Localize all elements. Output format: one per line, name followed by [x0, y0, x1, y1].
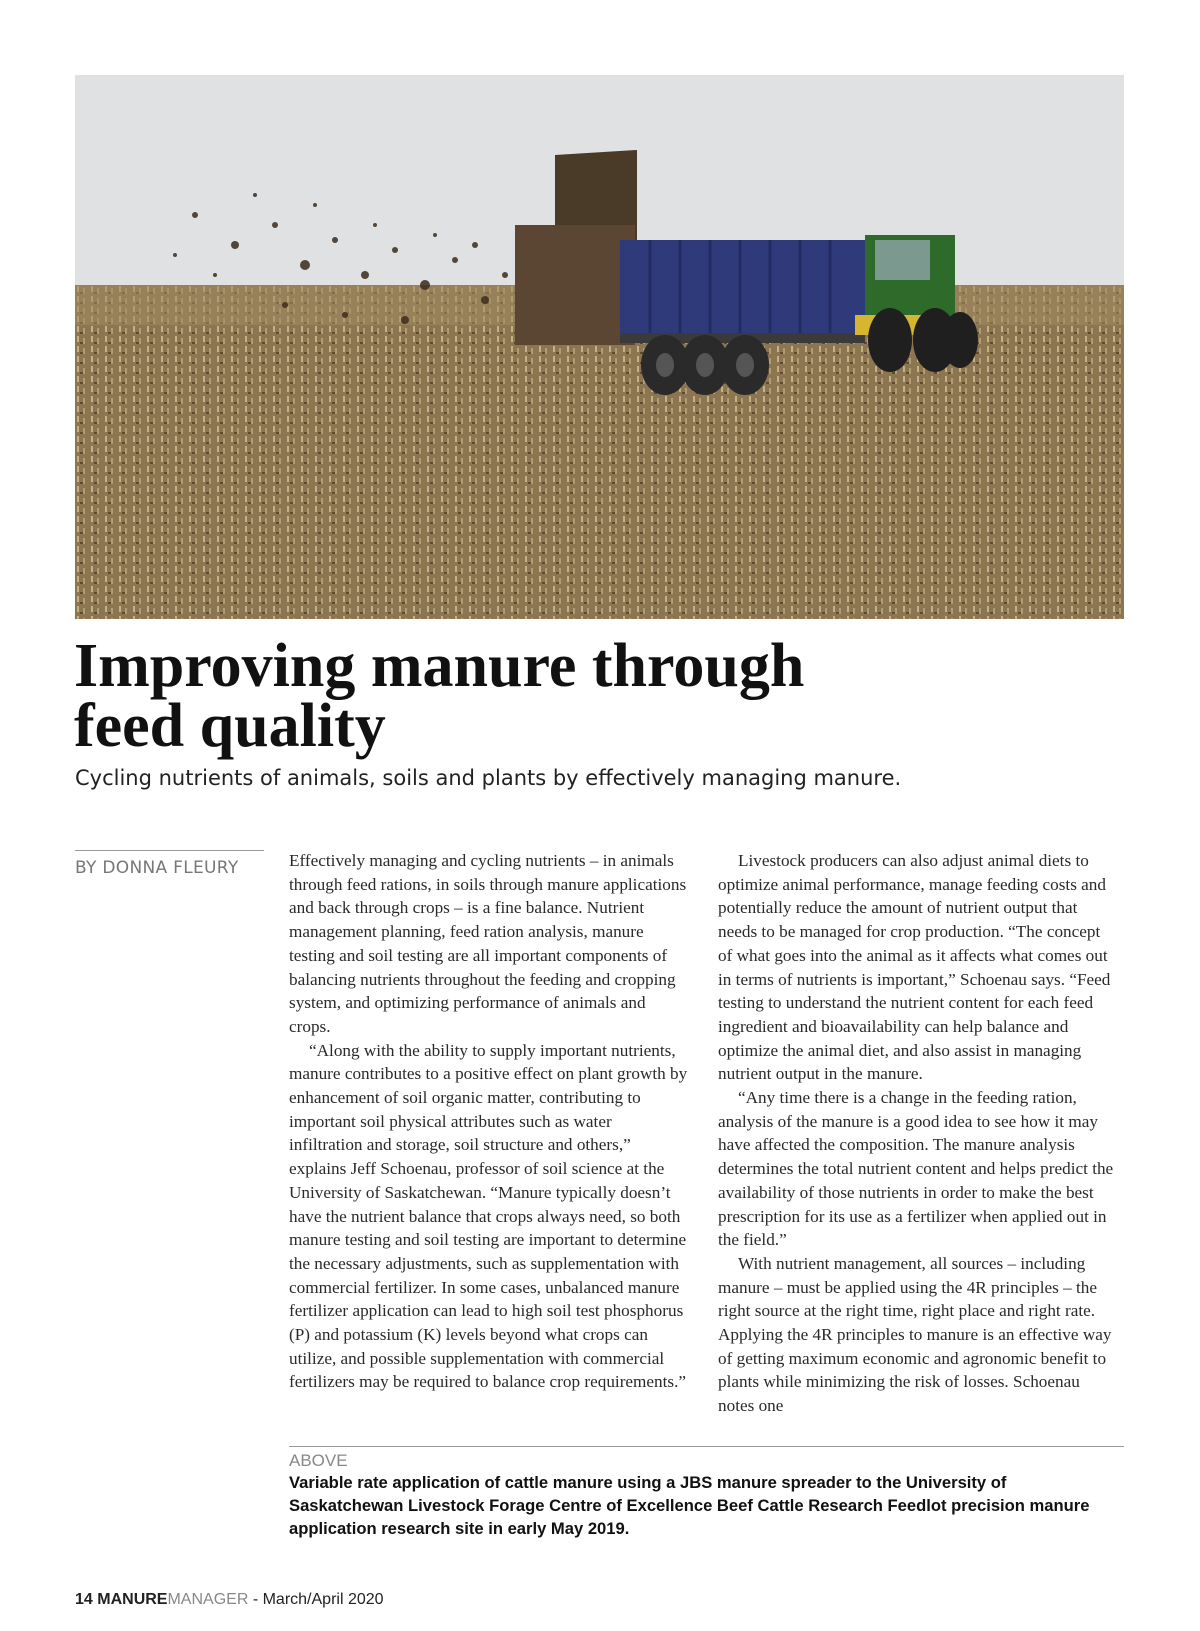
hero-photo	[75, 75, 1124, 619]
article-subtitle: Cycling nutrients of animals, soils and plants by effectively managing manure.	[75, 766, 902, 790]
paragraph: “Along with the ability to supply important nutrients, manure contributes to a positive effect on plant growth by enhancement of soil organic matter, contributing to important soil physical attributes such as water infiltration and storage, soil structure and others,” explains Jeff Schoenau, professor of soil science at the University of Saskatchewan. “Manure typically doesn’t have the nutrient balance that crops always need, so both manure testing and soil testing are important to determine the necessary adjustments, such as supplementation with commercial fertilizer. In some cases, unbalanced manure fertilizer application can lead to high soil test phosphorus (P) and potassium (K) levels beyond what crops can utilize, and possible supplementation with commercial fertilizers may be required to balance crop requirements.”	[289, 1040, 688, 1392]
title-line-1: Improving manure through	[74, 632, 805, 700]
byline: BY DONNA FLEURY	[75, 858, 239, 878]
byline-divider	[75, 850, 264, 851]
brand-name-bold: MANURE	[97, 1591, 168, 1608]
body-column-2	[718, 849, 1118, 1418]
issue-date: - March/April 2020	[252, 1591, 384, 1608]
paragraph: With nutrient management, all sources – including manure – must be applied using the 4R principles – the right source at the right time, right place and right rate. Applying the 4R principles to manure is an effective way of getting maximum economic and agronomic benefit to plants while minimizing the risk of losses. Schoenau notes one	[718, 1253, 1112, 1416]
paragraph: Livestock producers can also adjust animal diets to optimize animal performance, manage feeding costs and potentially reduce the amount of nutrient output that needs to be managed for crop production. “The concept of what goes into the animal as it affects what comes out in terms of nutrients is important,” Schoenau says. “Feed testing to understand the nutrient content for each feed ingredient and bioavailability can help balance and optimize the animal diet, and also assist in managing nutrient output in the manure.	[718, 851, 1111, 1084]
page-footer	[75, 1591, 384, 1609]
caption-divider	[289, 1446, 1124, 1447]
caption-label: ABOVE	[289, 1451, 348, 1470]
photo-caption: Variable rate application of cattle manure using a JBS manure spreader to the University of Saskatchewan Livestock Forage Centre of Excellence Beef Cattle Research Feedlot precision manure application research site in early May 2019.	[289, 1473, 1090, 1538]
paragraph: “Any time there is a change in the feeding ration, analysis of the manure is a good idea to see how it may have affected the composition. The manure analysis determines the total nutrient content and helps predict the availability of those nutrients in order to make the best prescription for its use as a fertilizer when applied out in the field.”	[718, 1088, 1114, 1250]
page-number: 14	[75, 1591, 93, 1608]
body-column-1	[289, 849, 689, 1394]
article-title	[74, 632, 1074, 760]
brand-name-light: MANAGER	[167, 1591, 249, 1608]
manure-spreader-photo-icon	[75, 75, 1124, 619]
paragraph: Effectively managing and cycling nutrients – in animals through feed rations, in soils through manure applications and back through crops – is a fine balance. Nutrient management planning, feed ration analysis, manure testing and soil testing are all important components of balancing nutrients throughout the feeding and cropping system, and optimizing performance of animals and crops.	[289, 851, 687, 1036]
title-line-2: feed quality	[74, 692, 386, 760]
